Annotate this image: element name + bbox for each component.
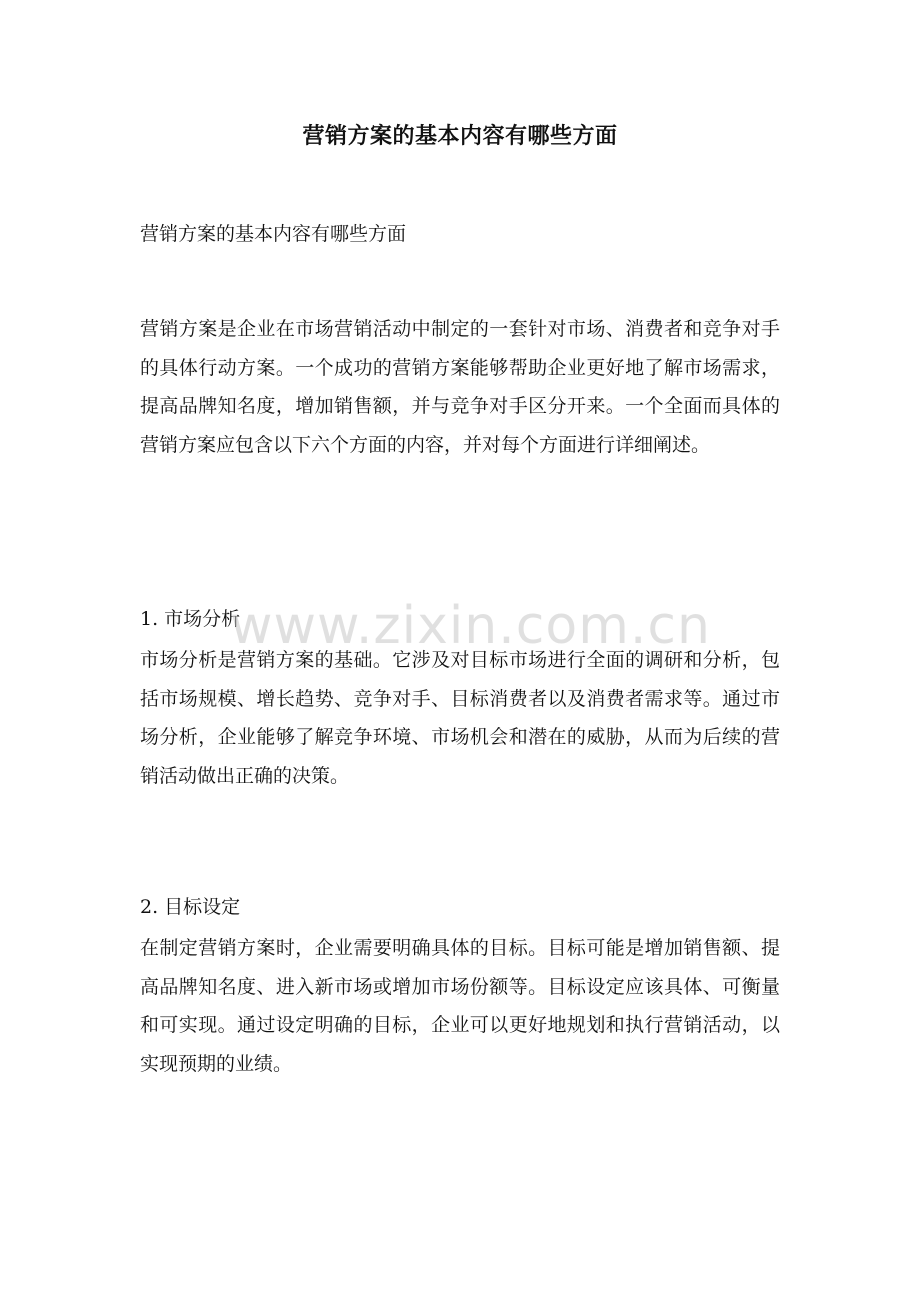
section-body-market-analysis: 市场分析是营销方案的基础。它涉及对目标市场进行全面的调研和分析，包括市场规模、增长趋势、竞争对手、目标消费者以及消费者需求等。通过市场分析，企业能够了解竞争环境、市场机会和潜在的威胁，从而为后续的营销活动做出正确的决策。: [140, 649, 780, 787]
document-subtitle: 营销方案的基本内容有哪些方面: [140, 223, 407, 245]
intro-paragraph: 营销方案是企业在市场营销活动中制定的一套针对市场、消费者和竞争对手的具体行动方案。一个成功的营销方案能够帮助企业更好地了解市场需求，提高品牌知名度，增加销售额，并与竞争对手区分开来。一个全面而具体的营销方案应包含以下六个方面的内容，并对每个方面进行详细阐述。: [140, 318, 780, 456]
document-title: 营销方案的基本内容有哪些方面: [302, 123, 618, 149]
section-body-goal-setting: 在制定营销方案时，企业需要明确具体的目标。目标可能是增加销售额、提高品牌知名度、进入新市场或增加市场份额等。目标设定应该具体、可衡量和可实现。通过设定明确的目标，企业可以更好地规划和执行营销活动，以实现预期的业绩。: [140, 937, 780, 1075]
section-heading-goal-setting: 2. 目标设定: [140, 896, 241, 918]
section-heading-market-analysis: 1. 市场分析: [140, 608, 241, 630]
watermark: www.zixin.com.cn: [230, 596, 711, 656]
